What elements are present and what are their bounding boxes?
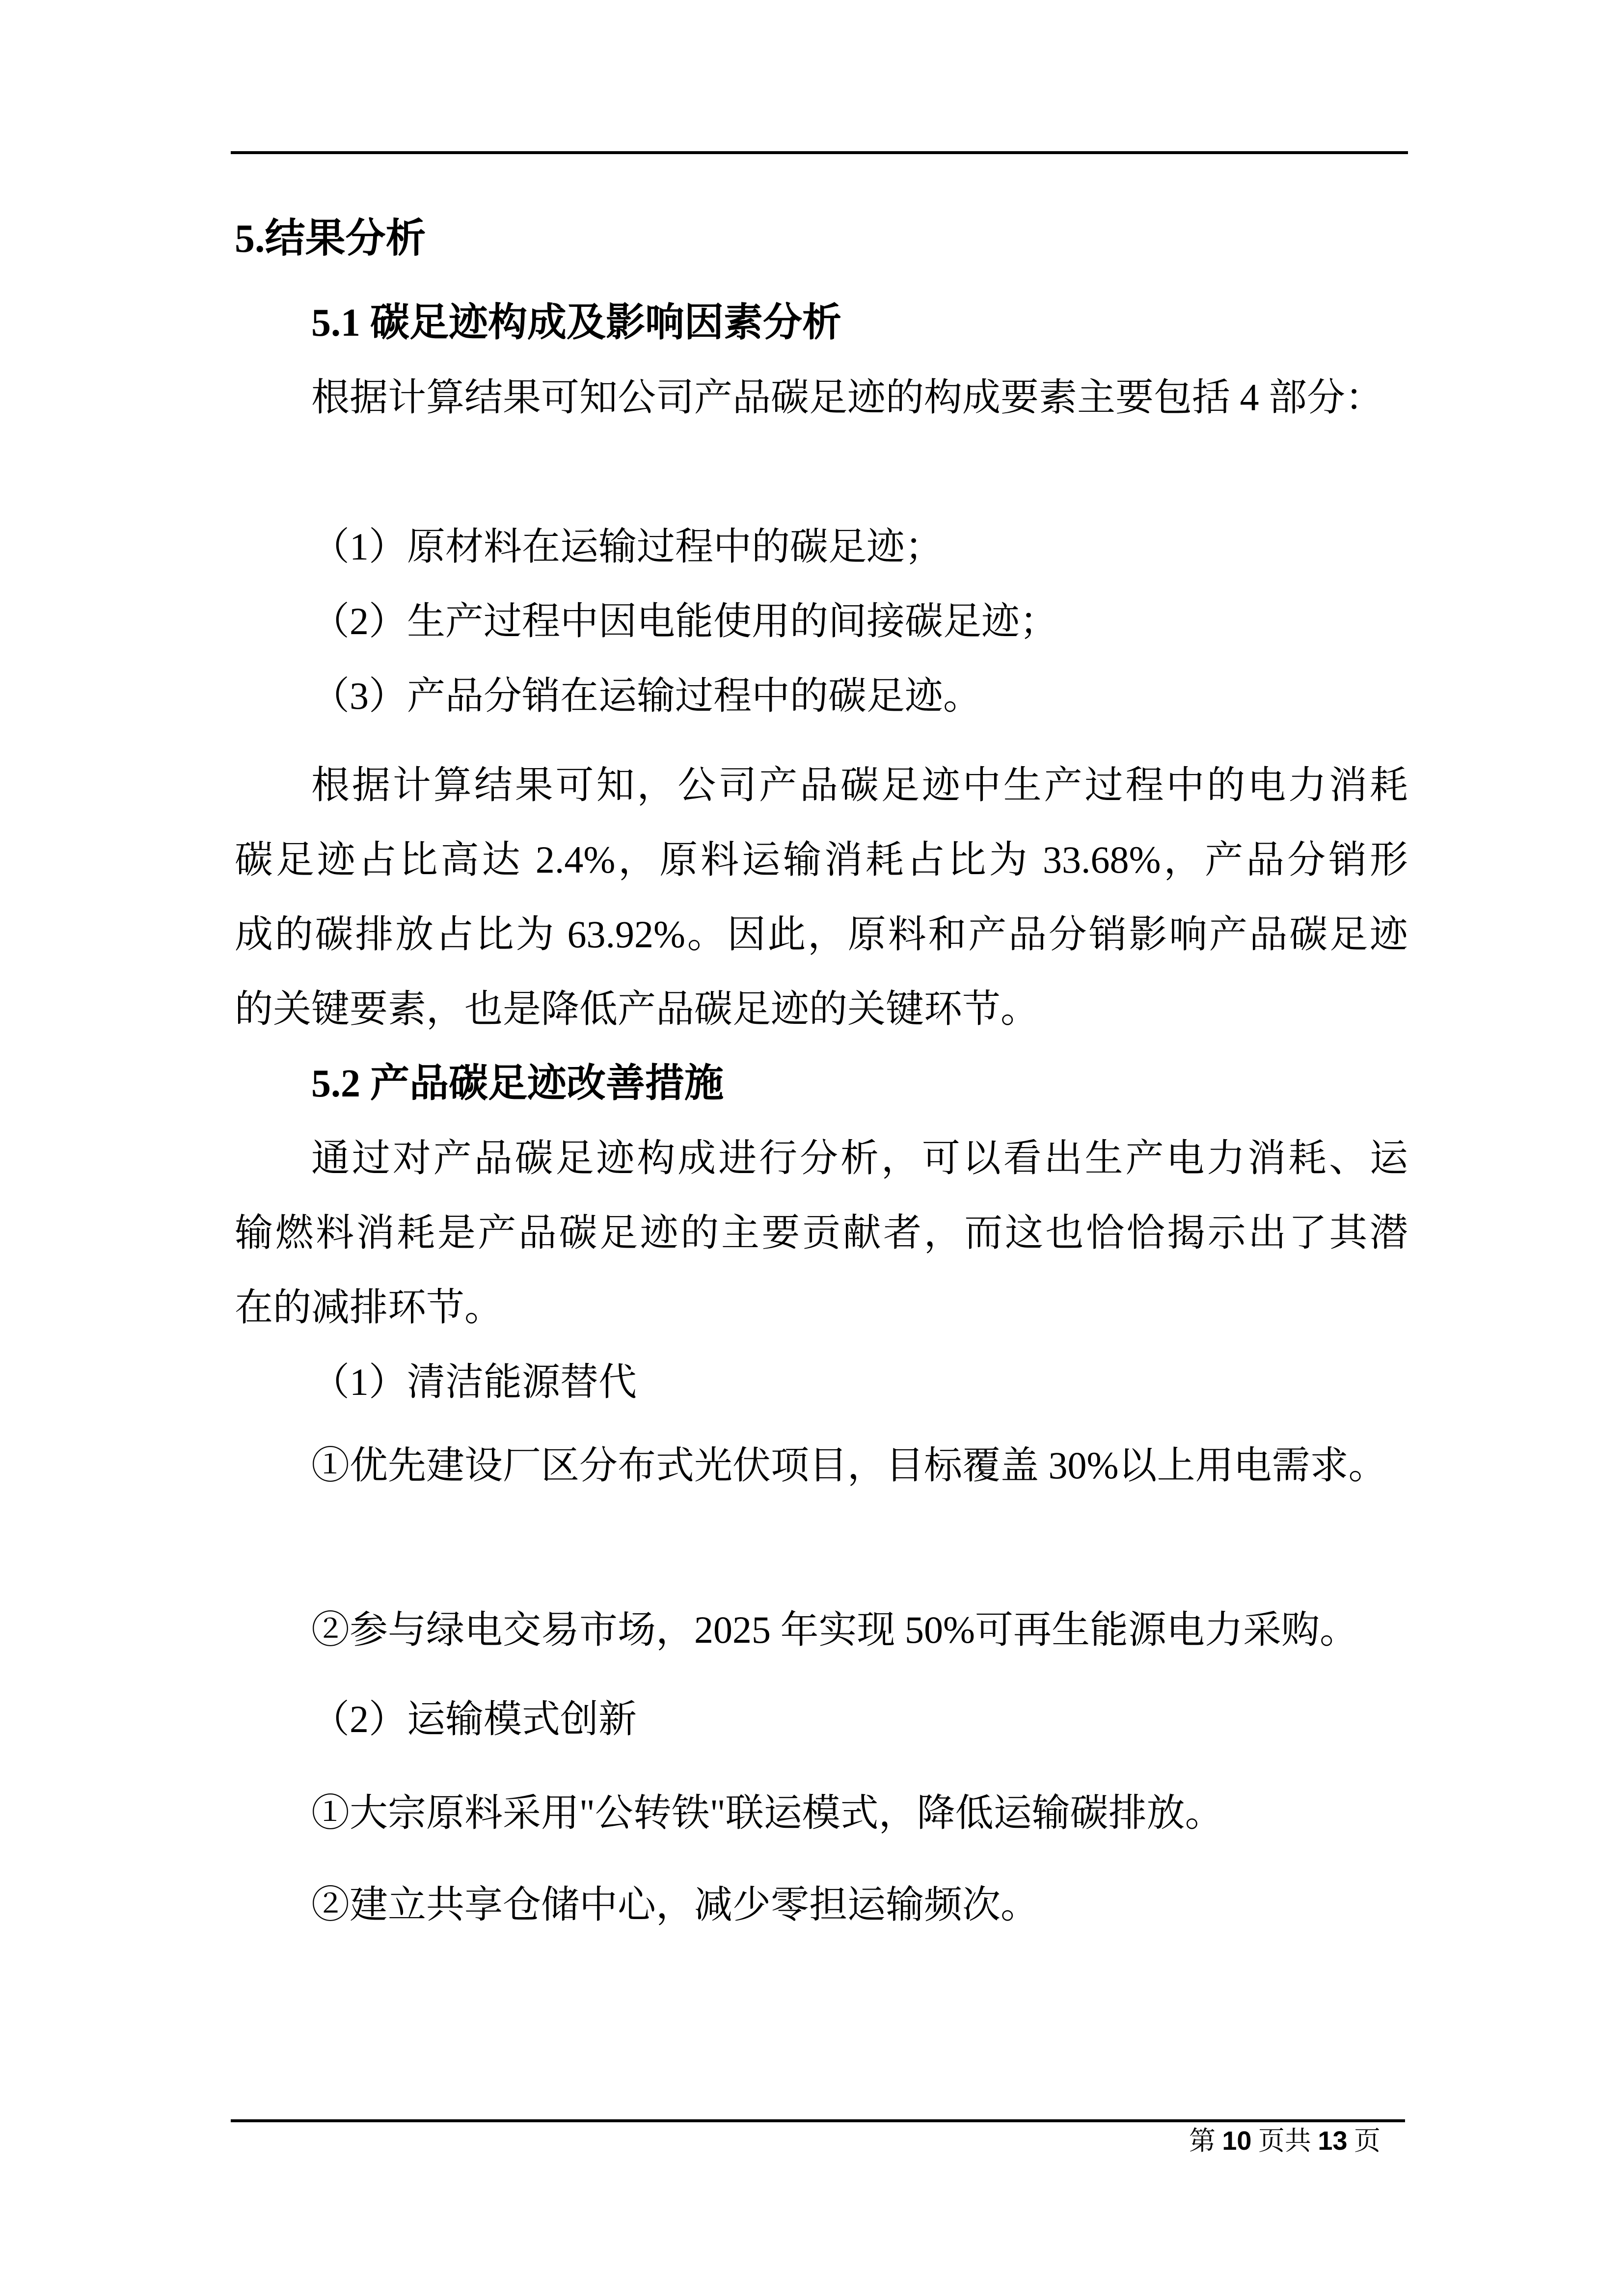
text-line: 在的减排环节。 (235, 1286, 503, 1329)
item-photovoltaic (235, 1428, 1408, 1503)
text-line: （1）原材料在运输过程中的碳足迹； (311, 525, 944, 568)
item-road-to-rail (235, 1776, 1408, 1850)
item-shared-warehouse (235, 1868, 1408, 1942)
text-line: 根据计算结果可知公司产品碳足迹的构成要素主要包括 4 部分： (311, 376, 1384, 419)
item-raw-material (235, 509, 1408, 584)
heading-5 (235, 201, 1408, 276)
footer-rule (231, 2119, 1405, 2122)
text-line: （3）产品分销在运输过程中的碳足迹。 (311, 674, 982, 717)
header-rule (231, 151, 1408, 154)
blank-line-2 (235, 1503, 1408, 1577)
text-line: 5.2 产品碳足迹改善措施 (311, 1062, 724, 1105)
footer-suffix: 页 (1347, 2126, 1380, 2156)
footer-prefix: 第 (1189, 2126, 1222, 2156)
text-line: 的关键要素，也是降低产品碳足迹的关键环节。 (235, 988, 1039, 1030)
item-electricity (235, 584, 1408, 659)
text-line: 根据计算结果可知，公司产品碳足迹中生产过程中的电力消耗 (311, 764, 1408, 806)
footer-total-pages: 13 (1318, 2126, 1348, 2156)
text-line: （2）运输模式创新 (311, 1698, 637, 1740)
heading-5-2 (235, 1046, 1408, 1121)
para-intro (235, 360, 1408, 435)
item-distribution (235, 659, 1408, 733)
text-line: 通过对产品碳足迹构成进行分析，可以看出生产电力消耗、运 (311, 1137, 1408, 1179)
text-line: 碳足迹占比高达 2.4%，原料运输消耗占比为 33.68%，产品分销形 (235, 838, 1408, 881)
footer-infix: 页共 (1251, 2126, 1318, 2156)
text-line: （2）生产过程中因电能使用的间接碳足迹； (311, 600, 1058, 642)
footer-page-number: 10 (1222, 2126, 1252, 2156)
text-line: 5.结果分析 (235, 216, 426, 261)
text-line: 输燃料消耗是产品碳足迹的主要贡献者，而这也恰恰揭示出了其潜 (235, 1211, 1408, 1254)
item-transport-mode (235, 1682, 1408, 1757)
para-analysis (235, 748, 1408, 1046)
text-line: 成的碳排放占比为 63.92%。因此，原料和产品分销影响产品碳足迹 (235, 913, 1408, 956)
text-line: （1）清洁能源替代 (311, 1361, 637, 1403)
text-line: ②建立共享仓储中心，减少零担运输频次。 (311, 1883, 1039, 1926)
page-footer (235, 2125, 1380, 2157)
text-line: 5.1 碳足迹构成及影响因素分析 (311, 301, 841, 345)
text-line: ①优先建设厂区分布式光伏项目，目标覆盖 30%以上用电需求。 (311, 1444, 1387, 1487)
blank-line-1 (235, 435, 1408, 509)
item-green-power (235, 1593, 1408, 1667)
heading-5-1 (235, 286, 1408, 360)
para-measures-intro (235, 1121, 1408, 1345)
item-clean-energy (235, 1345, 1408, 1419)
text-line: ②参与绿电交易市场，2025 年实现 50%可再生能源电力采购。 (311, 1608, 1358, 1651)
text-line: ①大宗原料采用"公转铁"联运模式，降低运输碳排放。 (311, 1791, 1223, 1834)
document-body (235, 201, 1408, 1942)
